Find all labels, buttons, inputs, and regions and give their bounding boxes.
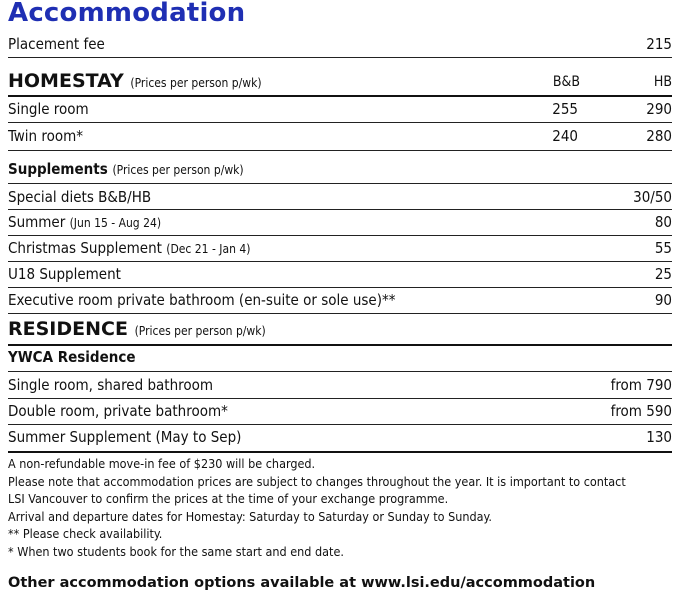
placement-fee-value: 215 xyxy=(646,35,672,53)
table-row xyxy=(8,372,672,398)
row-value: 25 xyxy=(654,265,672,283)
row-label: Single room xyxy=(8,100,89,118)
divider xyxy=(8,313,672,314)
placement-fee-row xyxy=(8,31,672,57)
homestay-note: (Prices per person p/wk) xyxy=(130,76,262,90)
homestay-heading: HOMESTAY (Prices per person p/wk) xyxy=(8,70,262,92)
table-row xyxy=(8,424,672,450)
row-value: from 790 xyxy=(610,376,672,394)
residence-note: (Prices per person p/wk) xyxy=(134,324,266,338)
divider xyxy=(8,344,672,346)
table-row xyxy=(8,96,672,122)
row-value: 30/50 xyxy=(633,188,672,206)
row-value: 130 xyxy=(646,428,672,446)
divider xyxy=(8,150,672,151)
col-hb-header: HB xyxy=(653,74,672,90)
row-label: Executive room private bathroom (en-suite or sole use)** xyxy=(8,291,396,309)
row-detail: (Jun 15 - Aug 24) xyxy=(69,216,162,230)
row-label: Christmas Supplement xyxy=(8,239,162,257)
ywca-subheading: YWCA Residence xyxy=(8,348,136,366)
supplements-heading: Supplements (Prices per person p/wk) xyxy=(8,160,244,178)
footnote: ** Please check availability. xyxy=(8,526,163,541)
row-value: from 590 xyxy=(610,402,672,420)
footnotes xyxy=(8,455,672,560)
row-value: 90 xyxy=(654,291,672,309)
other-options-note: Other accommodation options available at www.lsi.edu/accommodation xyxy=(8,575,596,591)
table-row xyxy=(8,261,672,287)
footnote: LSI Vancouver to confirm the prices at the time of your exchange programme. xyxy=(8,491,449,506)
footnote: * When two students book for the same start and end date. xyxy=(8,543,344,559)
table-row xyxy=(8,287,672,313)
table-row xyxy=(8,235,672,261)
hb-value: 290 xyxy=(646,100,672,118)
row-label: Special diets B&B/HB xyxy=(8,188,152,206)
row-label: Double room, private bathroom* xyxy=(8,402,228,420)
row-detail: (Dec 21 - Jan 4) xyxy=(166,242,251,256)
row-label: U18 Supplement xyxy=(8,265,121,283)
col-bb-header: B&B xyxy=(552,74,580,90)
page-title: Accommodation xyxy=(8,0,246,28)
table-row xyxy=(8,123,672,149)
bb-value: 240 xyxy=(552,127,578,145)
divider xyxy=(8,57,672,58)
placement-fee-label: Placement fee xyxy=(8,35,105,53)
residence-heading: RESIDENCE (Prices per person p/wk) xyxy=(8,318,266,340)
hb-value: 280 xyxy=(646,127,672,145)
footnote: Arrival and departure dates for Homestay: Saturday to Saturday or Sunday to Sunday. xyxy=(8,508,492,524)
table-row xyxy=(8,398,672,424)
table-row xyxy=(8,184,672,210)
row-label: Twin room* xyxy=(8,127,83,145)
supplements-note: (Prices per person p/wk) xyxy=(112,163,244,177)
footnote: A non-refundable move-in fee of $230 will be charged. xyxy=(8,456,316,471)
bb-value: 255 xyxy=(552,100,578,118)
row-label: Summer Supplement (May to Sep) xyxy=(8,428,242,446)
row-label: Summer xyxy=(8,213,66,231)
row-value: 80 xyxy=(654,213,672,231)
row-label: Single room, shared bathroom xyxy=(8,376,214,394)
row-value: 55 xyxy=(654,239,672,257)
footnote: Please note that accommodation prices are subject to changes throughout the year. It is important to contact xyxy=(8,473,626,489)
divider xyxy=(8,451,672,453)
table-row xyxy=(8,209,672,235)
